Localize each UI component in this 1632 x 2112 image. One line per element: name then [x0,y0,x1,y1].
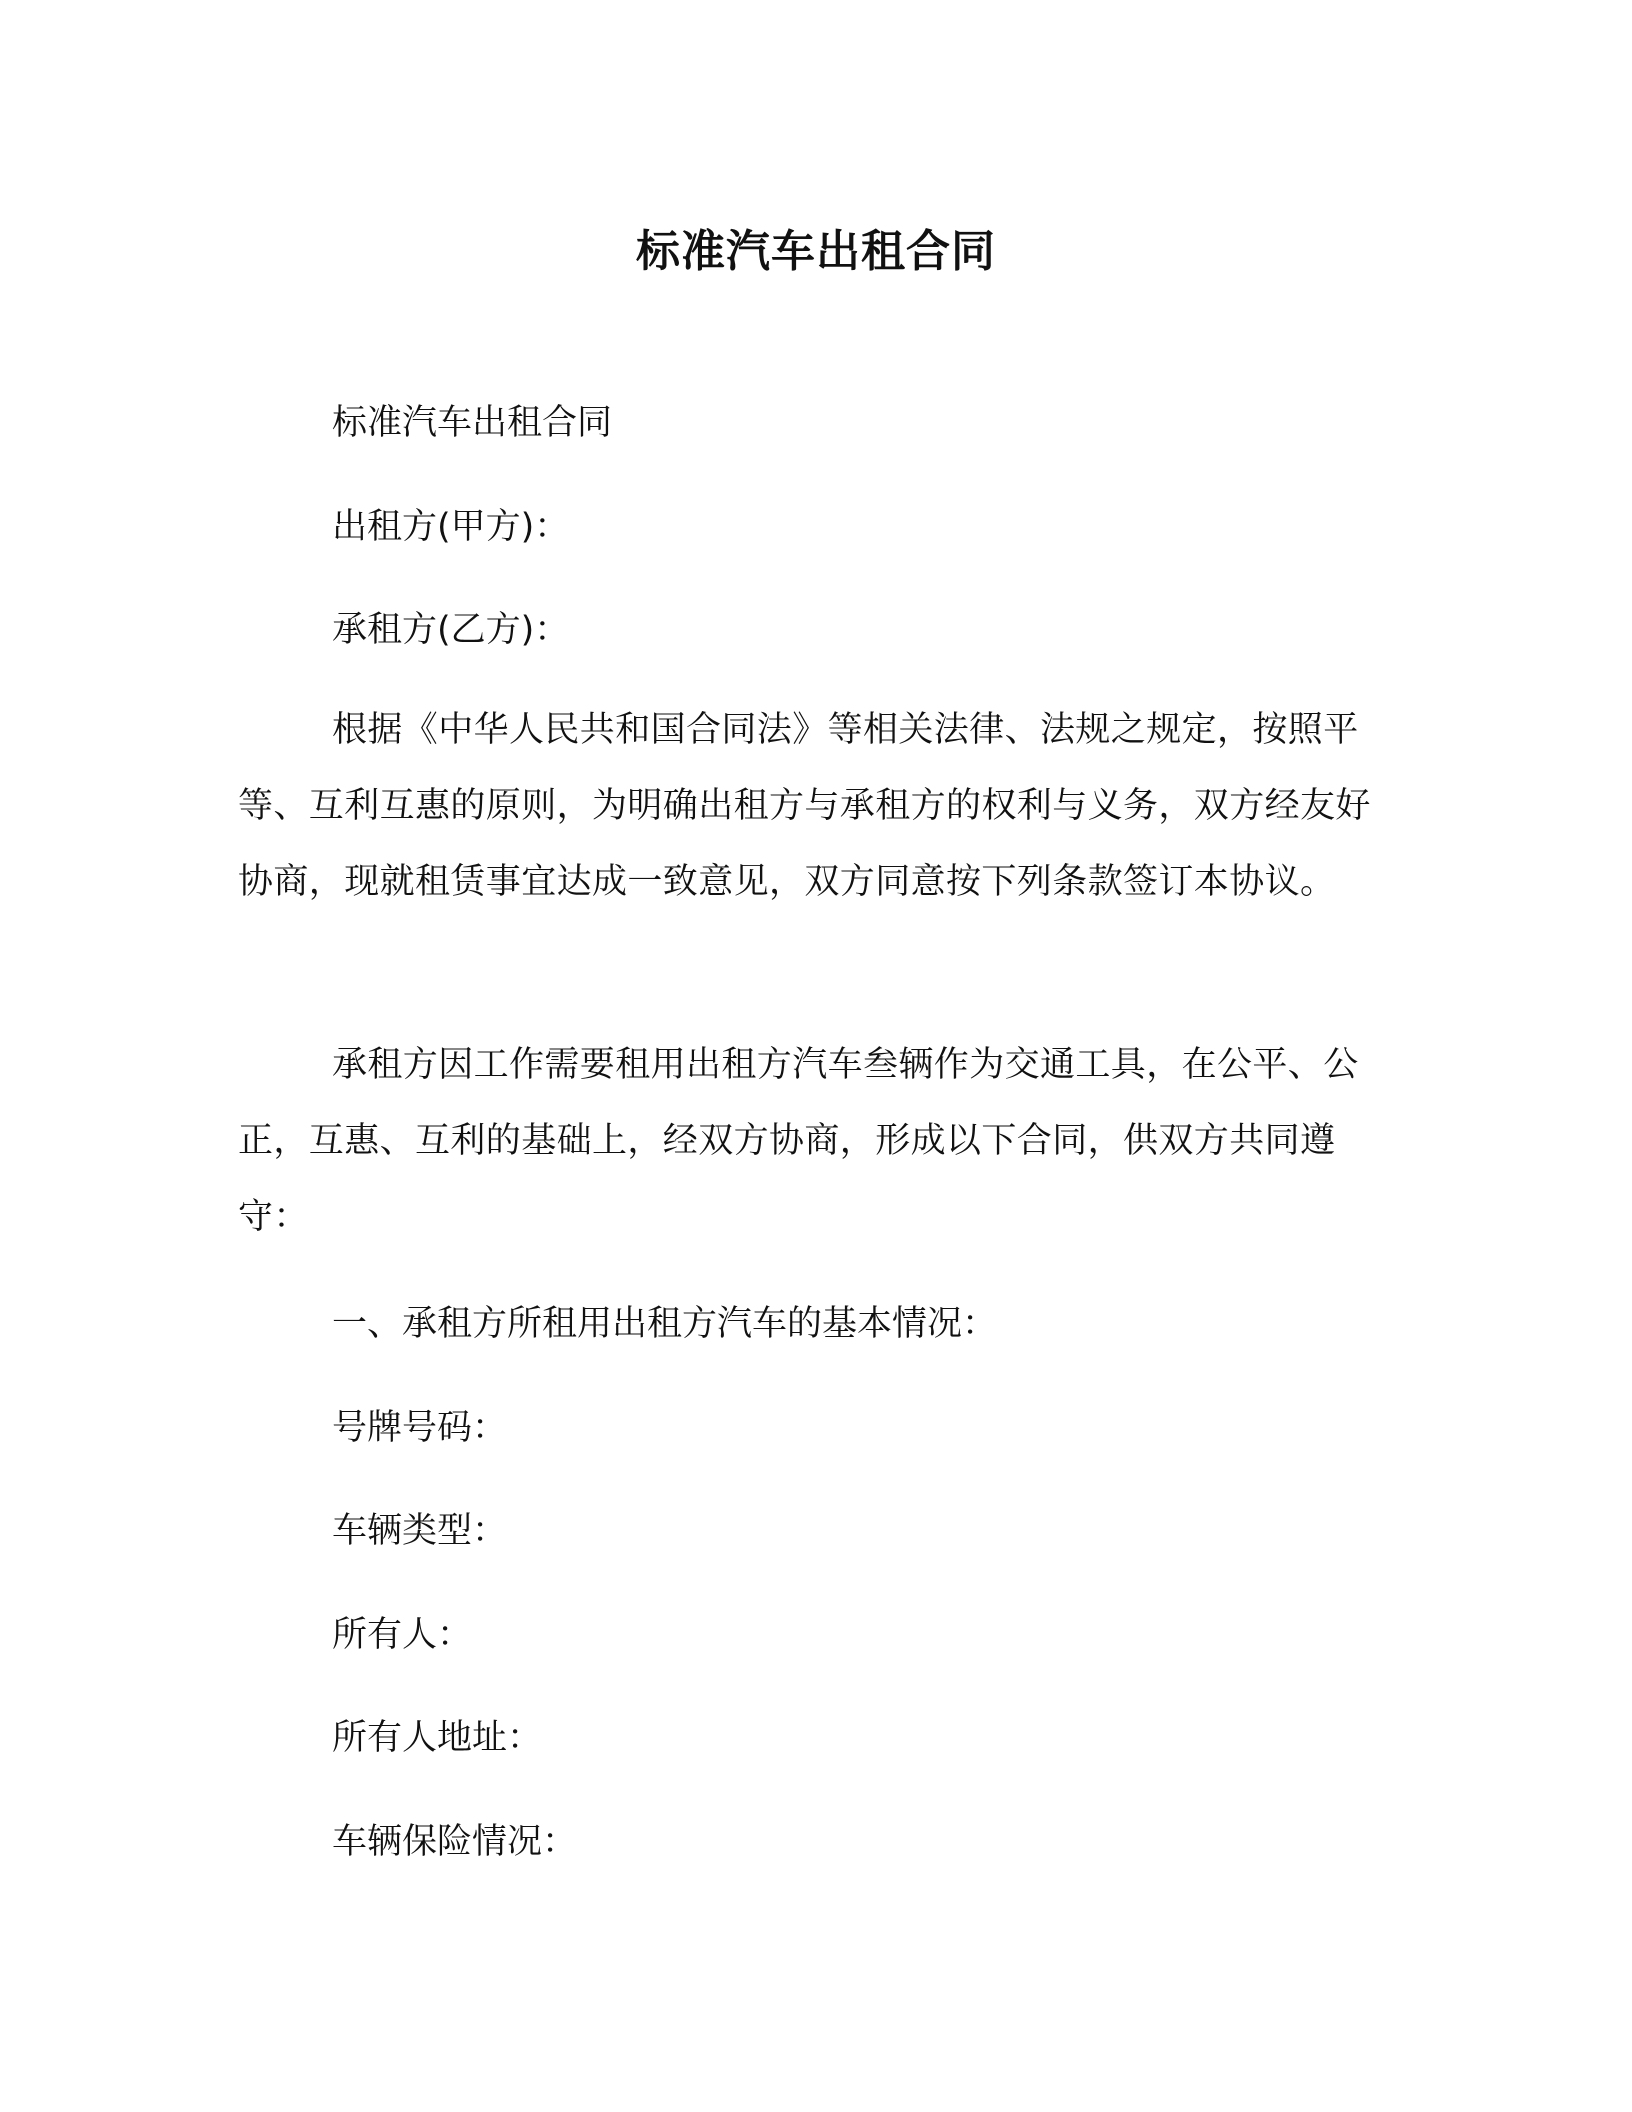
document-title: 标准汽车出租合同 [636,226,996,277]
owner-field: 所有人： [332,1615,473,1655]
vehicle-type-field: 车辆类型： [332,1511,508,1551]
purpose-paragraph: 承租方因工作需要租用出租方汽车叁辆作为交通工具，在公平、公正，互惠、互利的基础上，经双方协商，形成以下合同，供双方共同遵守： [238,1045,1359,1237]
owner-address-field: 所有人地址： [332,1718,543,1758]
contract-subtitle: 标准汽车出租合同 [332,403,613,443]
section-1-heading: 一、承租方所租用出租方汽车的基本情况： [332,1304,998,1344]
vehicle-insurance-field: 车辆保险情况： [332,1822,578,1862]
lessor-label: 出租方(甲方)： [332,507,570,547]
lessee-label: 承租方(乙方)： [332,610,570,650]
plate-number-field: 号牌号码： [332,1408,508,1448]
preamble-paragraph: 根据《中华人民共和国合同法》等相关法律、法规之规定，按照平等、互利互惠的原则，为明确出租方与承租方的权利与义务，双方经友好协商，现就租赁事宜达成一致意见，双方同意按下列条款签订本协议。 [238,710,1371,902]
